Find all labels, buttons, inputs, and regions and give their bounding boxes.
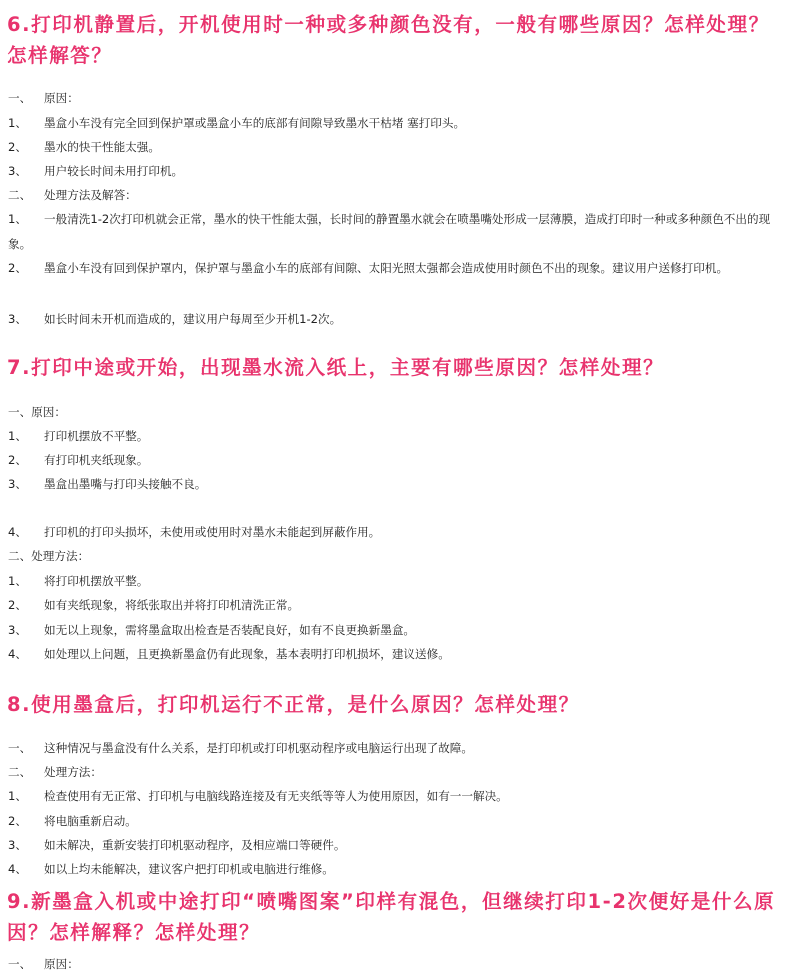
q8-cause: 一、 这种情况与墨盒没有什么关系，是打印机或打印机驱动程序或电脑运行出现了故障。 — [8, 741, 473, 755]
q7-cause-1: 1、 打印机摆放不平整。 — [8, 429, 149, 443]
q7-cause-2: 2、 有打印机夹纸现象。 — [8, 453, 149, 467]
q7-solution-1: 1、 将打印机摆放平整。 — [8, 574, 149, 588]
q7-cause-4: 4、 打印机的打印头损坏，未使用或使用时对墨水未能起到屏蔽作用。 — [8, 525, 381, 539]
q6-solution-header: 二、 处理方法及解答： — [8, 188, 137, 202]
q8-solution-header: 二、 处理方法： — [8, 765, 102, 779]
q8-solution-3: 3、 如未解决，重新安装打印机驱动程序，及相应端口等硬件。 — [8, 838, 346, 852]
q7-cause-3: 3、 墨盒出墨嘴与打印头接触不良。 — [8, 477, 207, 491]
q8-solution-1: 1、 检查使用有无正常、打印机与电脑线路连接及有无夹纸等等人为使用原因，如有一一解决。 — [8, 789, 508, 803]
q7-cause-header: 一、原因： — [8, 405, 66, 419]
q7-solution-header: 二、处理方法： — [8, 549, 90, 563]
q7-solution-3: 3、 如无以上现象，需将墨盒取出检查是否装配良好，如有不良更换新墨盒。 — [8, 623, 416, 637]
q8-solution-2: 2、 将电脑重新启动。 — [8, 814, 137, 828]
q6-cause-1: 1、 墨盒小车没有完全回到保护罩或墨盒小车的底部有间隙导致墨水干枯堵 塞打印头。 — [8, 116, 466, 130]
q9-cause-header: 一、 原因： — [8, 957, 79, 971]
q6-cause-2: 2、 墨水的快干性能太强。 — [8, 140, 160, 154]
q8-solution-4: 4、 如以上均未能解决，建议客户把打印机或电脑进行维修。 — [8, 862, 334, 876]
q6-title: 6.打印机静置后，开机使用时一种或多种颜色没有，一般有哪些原因？怎样处理？怎样解答？ — [7, 13, 770, 67]
q8-title: 8.使用墨盒后，打印机运行不正常，是什么原因？怎样处理？ — [7, 693, 580, 716]
q7-solution-4: 4、 如处理以上问题，且更换新墨盒仍有此现象，基本表明打印机损坏，建议送修。 — [8, 647, 450, 661]
q7-solution-2: 2、 如有夹纸现象，将纸张取出并将打印机清洗正常。 — [8, 598, 300, 612]
q6-solution-2: 2、 墨盒小车没有回到保护罩内，保护罩与墨盒小车的底部有间隙、太阳光照太强都会造成使用时颜色不出的现象。建议用户送修打印机。 — [8, 261, 729, 275]
q6-solution-3: 3、 如长时间未开机而造成的，建议用户每周至少开机1-2次。 — [8, 312, 342, 326]
q6-cause-header: 一、 原因： — [8, 91, 79, 105]
q7-title: 7.打印中途或开始，出现墨水流入纸上，主要有哪些原因？怎样处理？ — [7, 356, 665, 379]
q9-title: 9.新墨盒入机或中途打印“喷嘴图案”印样有混色，但继续打印1-2次便好是什么原因？怎样解释？怎样处理？ — [7, 890, 776, 944]
q6-cause-3: 3、 用户较长时间未用打印机。 — [8, 164, 184, 178]
q6-solution-1: 1、 一般清洗1-2次打印机就会正常，墨水的快干性能太强，长时间的静置墨水就会在喷墨嘴处形成一层薄膜，造成打印时一种或多种颜色不出的现象。 — [8, 212, 771, 251]
